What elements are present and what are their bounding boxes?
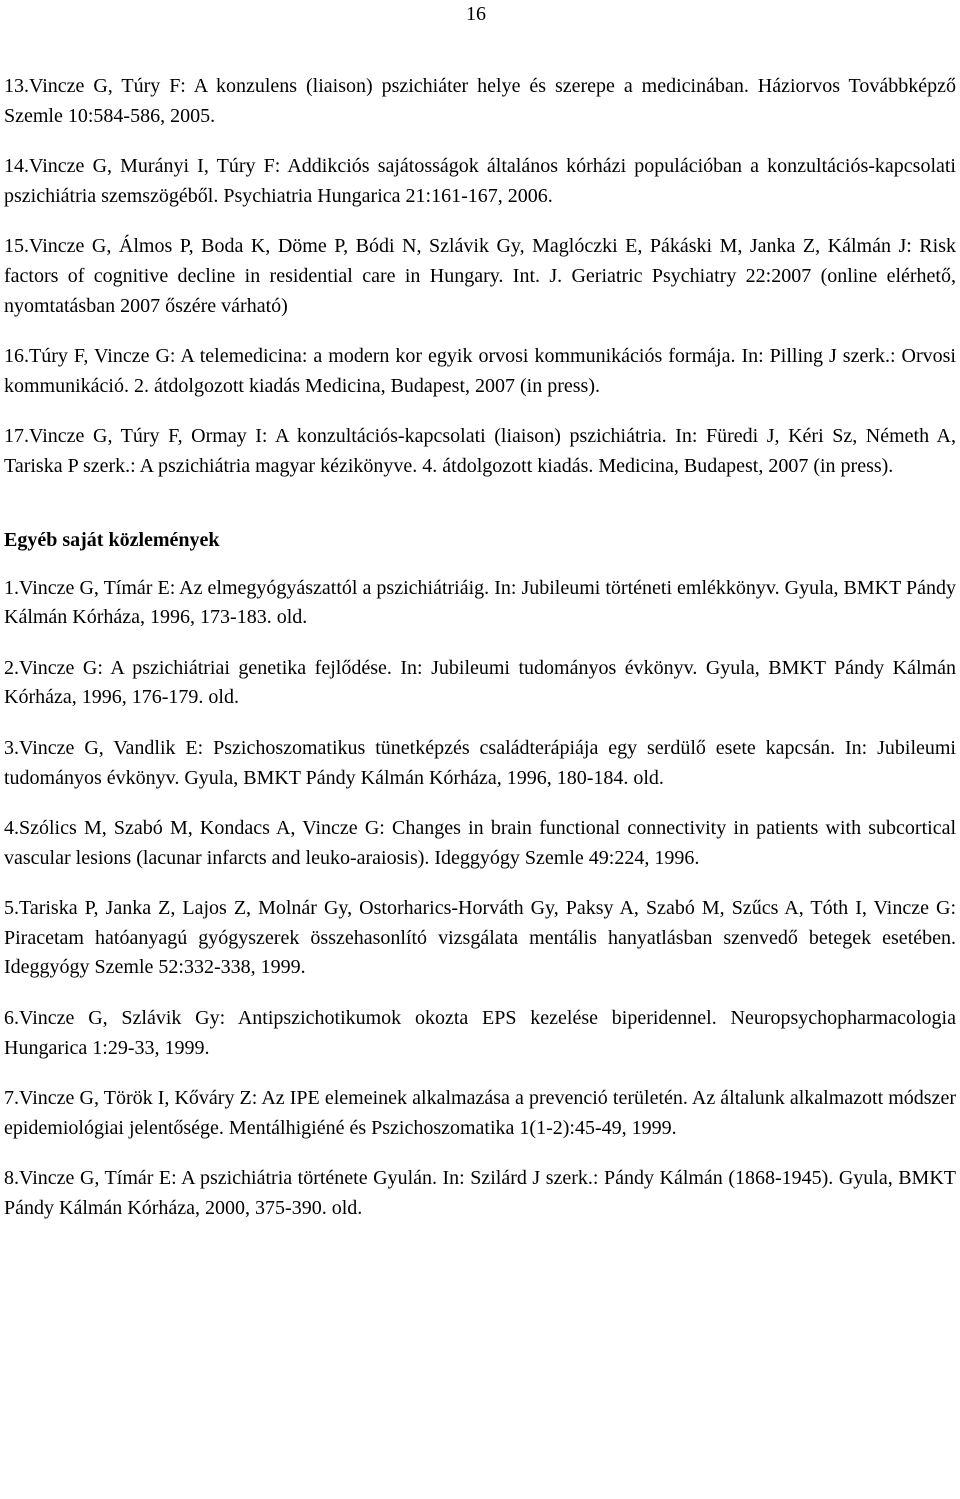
publication-item <box>4 574 956 633</box>
publication-item <box>4 814 956 873</box>
publication-number: 1. <box>4 576 19 599</box>
publication-item <box>4 1164 956 1223</box>
reference-item <box>4 342 956 401</box>
reference-text: Túry F, Vincze G: A telemedicina: a modern kor egyik orvosi kommunikációs formája. In: Pilling J szerk.: Orvosi kommunikáció. 2. átdolgozott kiadás Medicina, Budapest, 2007 (in press). <box>4 345 956 397</box>
reference-number: 15. <box>4 235 29 258</box>
publication-number: 8. <box>4 1167 19 1190</box>
publication-item <box>4 1084 956 1143</box>
reference-text: Vincze G, Murányi I, Túry F: Addikciós sajátosságok általános kórházi populációban a konzultációs-kapcsolati pszichiátria szemszögéből. Psychiatria Hungarica 21:161-167, 2006. <box>4 155 956 207</box>
publication-number: 6. <box>4 1007 19 1030</box>
reference-text: Vincze G, Túry F: A konzulens (liaison) pszichiáter helye és szerepe a medicinában. Háziorvos Továbbképző Szemle 10:584-586, 2005. <box>4 75 956 127</box>
publication-text: Vincze G, Török I, Kőváry Z: Az IPE elemeinek alkalmazása a prevenció területén. Az általunk alkalmazott módszer epidemiológiai jelentősége. Mentálhigiéné és Pszichoszomatika 1(1-2):45-49, 1999. <box>4 1087 956 1139</box>
reference-text: Vincze G, Túry F, Ormay I: A konzultációs-kapcsolati (liaison) pszichiátria. In: Füredi J, Kéri Sz, Németh A, Tariska P szerk.: A pszichiátria magyar kézikönyve. 4. átdolgozott kiadás. Medicina, Budapest, 2007 (in press). <box>4 425 956 477</box>
document-body <box>4 72 956 1245</box>
publication-text: Tariska P, Janka Z, Lajos Z, Molnár Gy, Ostorharics-Horváth Gy, Paksy A, Szabó M, Szűcs A, Tóth I, Vincze G: Piracetam hatóanyagú gyógyszerek összehasonlító vizsgálata mentális hanyatlásban szenvedő betegek esetében. Ideggyógy Szemle 52:332-338, 1999. <box>4 897 956 979</box>
publication-text: Vincze G, Vandlik E: Pszichoszomatikus tünetképzés családterápiája egy serdülő esete kapcsán. In: Jubileumi tudományos évkönyv. Gyula, BMKT Pándy Kálmán Kórháza, 1996, 180-184. old. <box>4 736 956 789</box>
publication-text: Vincze G, Tímár E: Az elmegyógyászattól a pszichiátriáig. In: Jubileumi történeti emlékkönyv. Gyula, BMKT Pándy Kálmán Kórháza, 1996, 173-183. old. <box>4 576 956 629</box>
reference-list <box>4 72 956 482</box>
publication-item <box>4 894 956 983</box>
publication-text: Vincze G: A pszichiátriai genetika fejlődése. In: Jubileumi tudományos évkönyv. Gyula, BMKT Pándy Kálmán Kórháza, 1996, 176-179. old. <box>4 656 956 709</box>
page-number: 16 <box>466 3 486 25</box>
publication-text: Vincze G, Tímár E: A pszichiátria története Gyulán. In: Szilárd J szerk.: Pándy Kálmán (1868-1945). Gyula, BMKT Pándy Kálmán Kórháza, 2000, 375-390. old. <box>4 1167 956 1220</box>
section-heading: Egyéb saját közlemények <box>4 528 220 551</box>
publication-number: 4. <box>4 817 19 840</box>
publication-number: 7. <box>4 1087 19 1110</box>
publication-item <box>4 654 956 713</box>
publication-text: Vincze G, Szlávik Gy: Antipszichotikumok okozta EPS kezelése biperidennel. Neuropsychopharmacologia Hungarica 1:29-33, 1999. <box>4 1007 956 1059</box>
reference-number: 16. <box>4 345 29 368</box>
reference-item <box>4 72 956 131</box>
publication-item <box>4 734 956 793</box>
publication-number: 2. <box>4 656 19 679</box>
publication-number: 5. <box>4 897 19 920</box>
reference-number: 13. <box>4 75 29 97</box>
reference-item <box>4 422 956 481</box>
reference-number: 14. <box>4 155 29 178</box>
reference-number: 17. <box>4 425 29 448</box>
publication-number: 3. <box>4 736 19 759</box>
reference-item <box>4 232 956 321</box>
publication-item <box>4 1004 956 1063</box>
reference-text: Vincze G, Álmos P, Boda K, Döme P, Bódi N, Szlávik Gy, Maglóczki E, Pákáski M, Janka Z, Kálmán J: Risk factors of cognitive decline in residential care in Hungary. Int. J. Geriatric Psychiatry 22:2007 (online elérhető, nyomtatásban 2007 őszére várható) <box>4 235 956 317</box>
other-publications-list <box>4 574 956 1224</box>
publication-text: Szólics M, Szabó M, Kondacs A, Vincze G: Changes in brain functional connectivity in patients with subcortical vascular lesions (lacunar infarcts and leuko-araiosis). Ideggyógy Szemle 49:224, 1996. <box>4 817 956 869</box>
reference-item <box>4 152 956 211</box>
